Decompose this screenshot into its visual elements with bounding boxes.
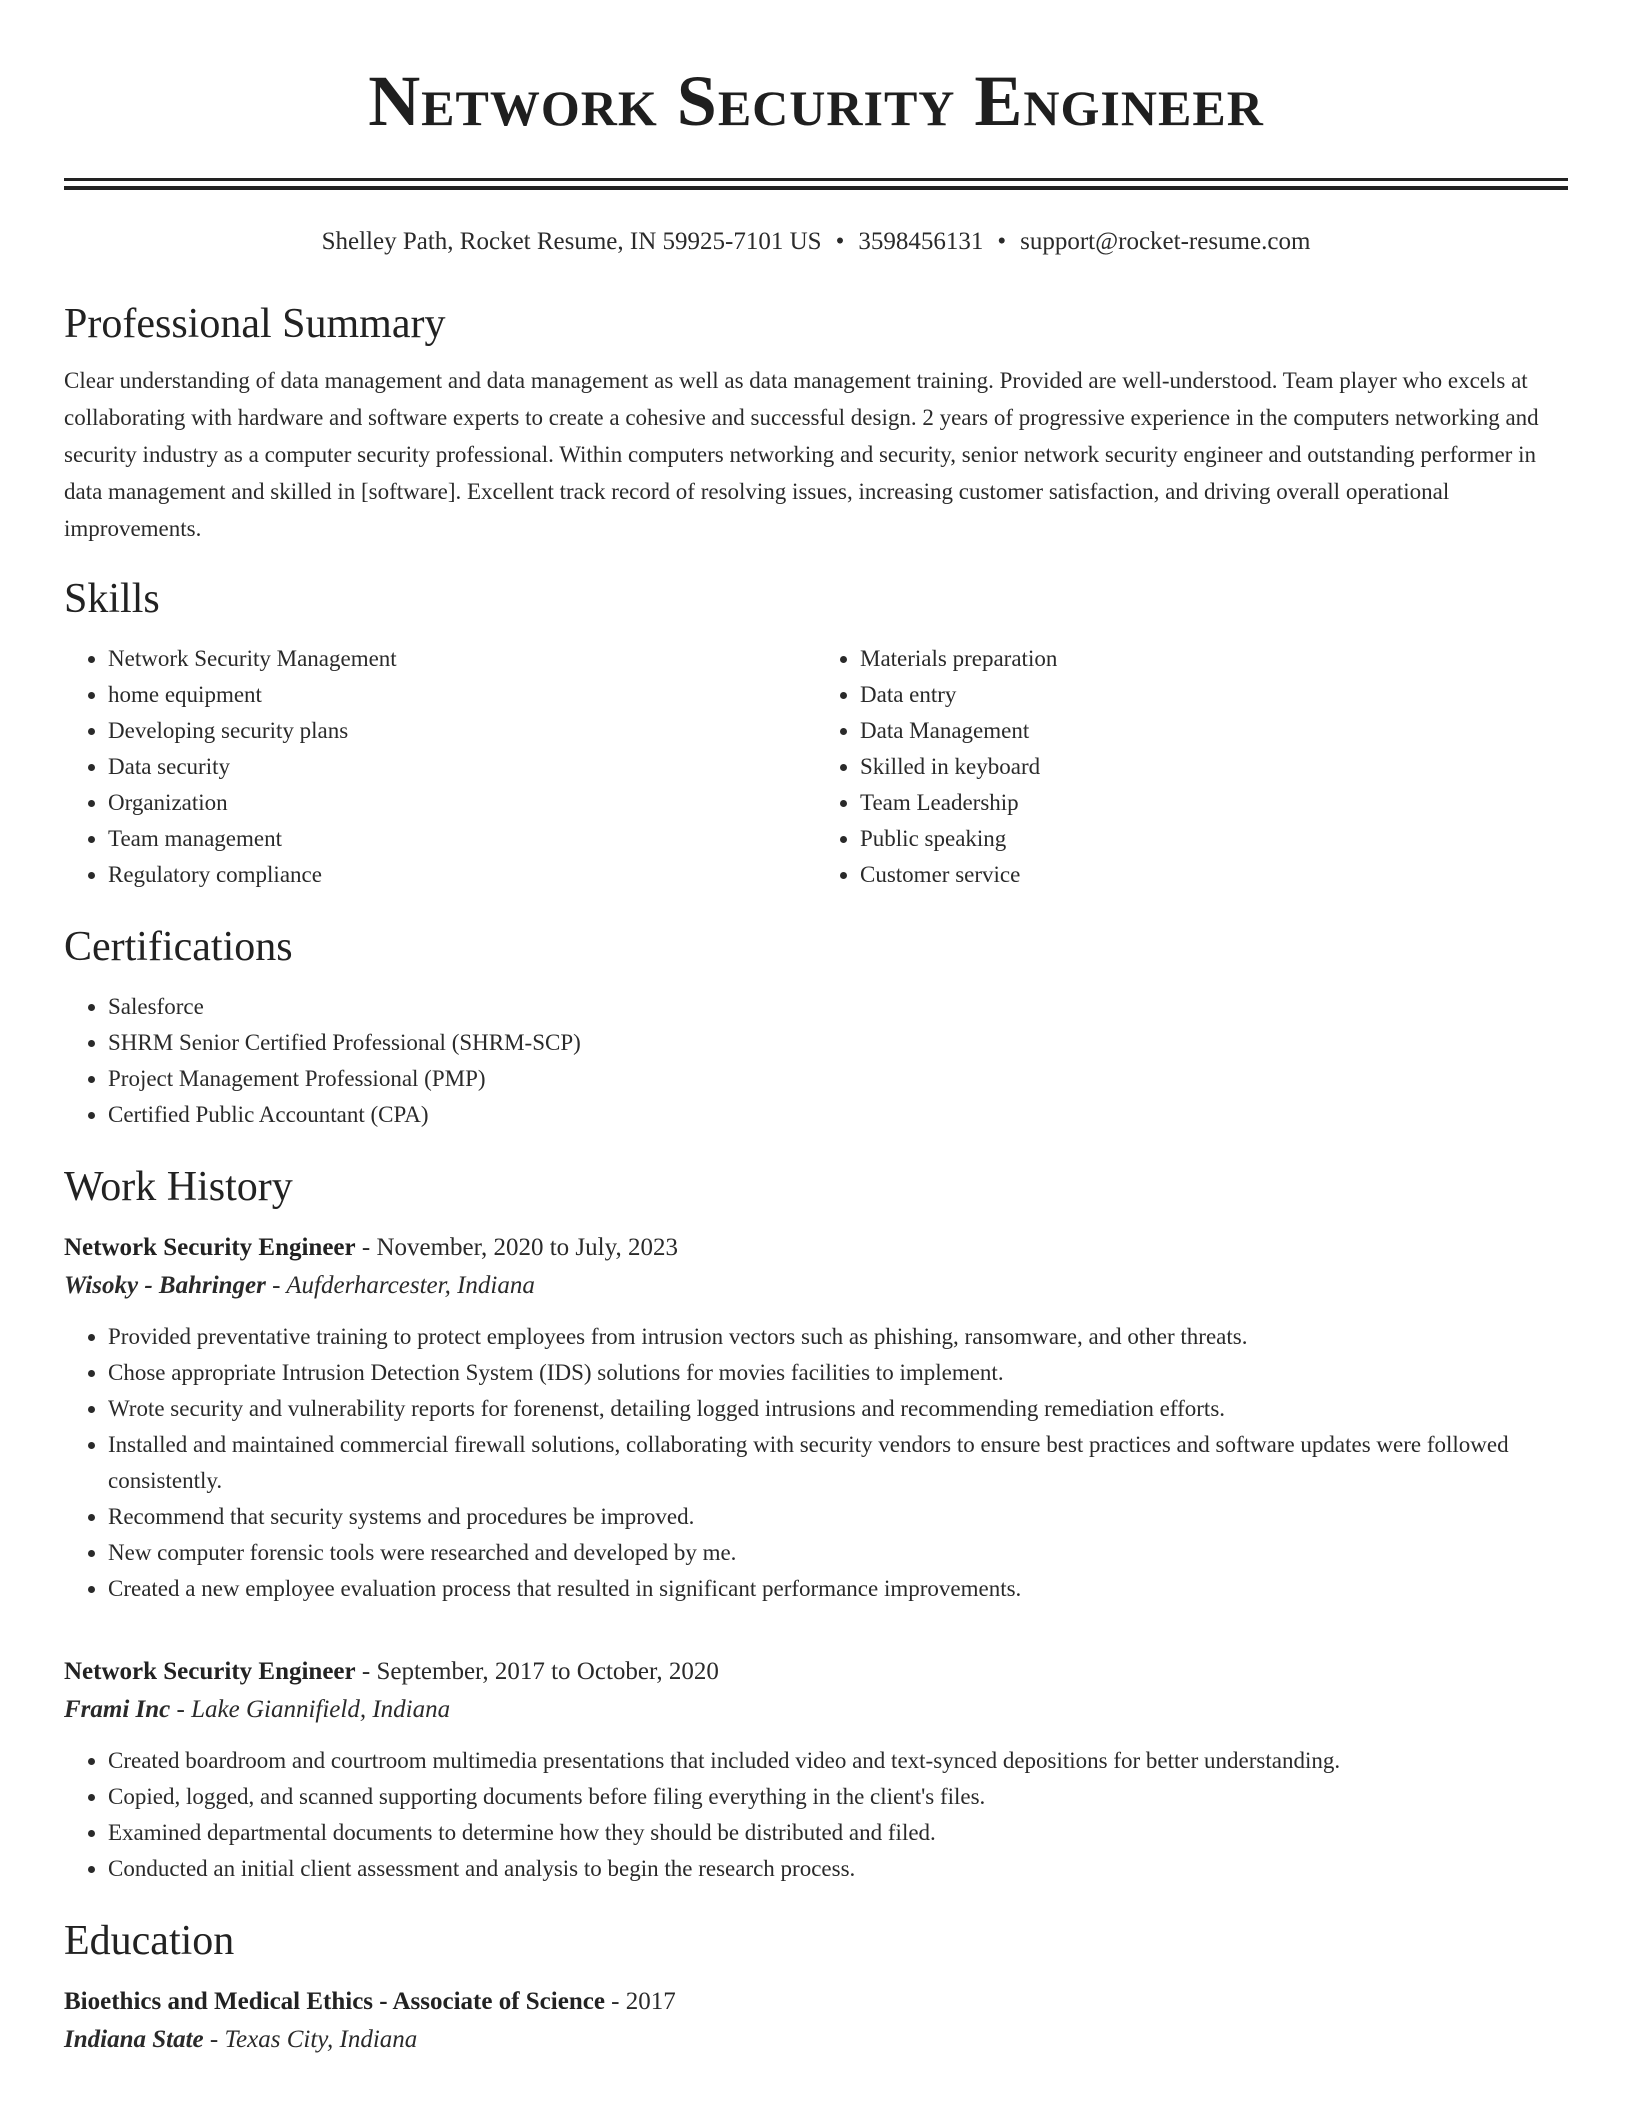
job-entry bbox=[64, 1229, 1568, 1607]
education-year: - 2017 bbox=[604, 1988, 676, 2015]
job-bullet: • Created a new employee evaluation process that resulted in significant performance improvements. bbox=[108, 1571, 1568, 1607]
education-degree: Bioethics and Medical Ethics - Associate of Science bbox=[64, 1988, 605, 2015]
job-bullet: • Installed and maintained commercial firewall solutions, collaborating with security vendors to ensure best practices and software updates were followed consistently. bbox=[108, 1427, 1568, 1499]
job-employer bbox=[64, 1691, 1568, 1729]
job-bullet: • Recommend that security systems and procedures be improved. bbox=[108, 1499, 1568, 1535]
skill-item: • Team management bbox=[108, 821, 816, 857]
skill-item: • Regulatory compliance bbox=[108, 857, 816, 893]
job-title: Network Security Engineer bbox=[64, 1658, 356, 1685]
job-company: Wisoky - Bahringer bbox=[64, 1272, 266, 1299]
skill-item: • Network Security Management bbox=[108, 641, 816, 677]
job-dates: - September, 2017 to October, 2020 bbox=[355, 1658, 719, 1685]
contact-address: Shelley Path, Rocket Resume, IN 59925-7101 US bbox=[321, 228, 822, 255]
contact-line bbox=[64, 224, 1568, 260]
skill-item: • Skilled in keyboard bbox=[860, 749, 1568, 785]
job-bullet: • Wrote security and vulnerability reports for forenenst, detailing logged intrusions and recommending remediation efforts. bbox=[108, 1391, 1568, 1427]
skill-item: • Materials preparation bbox=[860, 641, 1568, 677]
job-header bbox=[64, 1229, 1568, 1267]
job-title: Network Security Engineer bbox=[64, 1234, 356, 1261]
summary-text: Clear understanding of data management and data management as well as data management training. Provided are well-understood. Team player who excels at collaborating with hardware and software experts to create a cohesive and successful design. 2 years of progressive experience in the computers networking and security industry as a computer security professional. Within computers networking and security, senior network security engineer and outstanding performer in data management and skilled in [software]. Excellent track record of resolving issues, increasing customer satisfaction, and driving overall operational improvements. bbox=[64, 368, 1539, 541]
contact-separator: • bbox=[835, 228, 845, 255]
skills-heading: Skills bbox=[64, 576, 160, 622]
education-heading: Education bbox=[64, 1918, 235, 1964]
certifications-section bbox=[64, 919, 1568, 1133]
skill-item: • Customer service bbox=[860, 857, 1568, 893]
skill-item: • Organization bbox=[108, 785, 816, 821]
work-history-heading: Work History bbox=[64, 1164, 293, 1210]
contact-email: support@rocket-resume.com bbox=[1020, 228, 1311, 255]
job-bullet: • Copied, logged, and scanned supporting documents before filing everything in the client's files. bbox=[108, 1779, 1568, 1815]
job-bullet: • Conducted an initial client assessment and analysis to begin the research process. bbox=[108, 1851, 1568, 1887]
job-bullet: • Chose appropriate Intrusion Detection System (IDS) solutions for movies facilities to implement. bbox=[108, 1355, 1568, 1391]
job-bullet: • Examined departmental documents to determine how they should be distributed and filed. bbox=[108, 1815, 1568, 1851]
contact-separator: • bbox=[997, 228, 1007, 255]
job-bullet: • Provided preventative training to protect employees from intrusion vectors such as phishing, ransomware, and other threats. bbox=[108, 1319, 1568, 1355]
skills-columns bbox=[64, 641, 1568, 893]
skill-item: • home equipment bbox=[108, 677, 816, 713]
skill-item: • Data security bbox=[108, 749, 816, 785]
work-history-section bbox=[64, 1159, 1568, 1887]
skills-list-left bbox=[64, 641, 816, 893]
summary-heading: Professional Summary bbox=[64, 301, 446, 347]
job-company: Frami Inc bbox=[64, 1696, 171, 1723]
job-header bbox=[64, 1653, 1568, 1691]
job-employer bbox=[64, 1267, 1568, 1305]
resume-title: Network Security Engineer bbox=[368, 61, 1264, 141]
education-institution bbox=[64, 2021, 1568, 2059]
education-school: Indiana State bbox=[64, 2026, 204, 2053]
certification-item: • SHRM Senior Certified Professional (SHRM-SCP) bbox=[108, 1025, 1568, 1061]
skill-item: • Developing security plans bbox=[108, 713, 816, 749]
contact-phone: 3598456131 bbox=[858, 228, 984, 255]
education-location: - Texas City, Indiana bbox=[203, 2026, 418, 2053]
title-divider bbox=[64, 178, 1568, 190]
job-bullet: • Created boardroom and courtroom multimedia presentations that included video and text-synced depositions for better understanding. bbox=[108, 1743, 1568, 1779]
certification-item: • Certified Public Accountant (CPA) bbox=[108, 1097, 1568, 1133]
certification-item: • Project Management Professional (PMP) bbox=[108, 1061, 1568, 1097]
education-entry bbox=[64, 1983, 1568, 2059]
certifications-heading: Certifications bbox=[64, 924, 293, 970]
job-bullet: • New computer forensic tools were researched and developed by me. bbox=[108, 1535, 1568, 1571]
job-location: - Aufderharcester, Indiana bbox=[265, 1272, 535, 1299]
job-dates: - November, 2020 to July, 2023 bbox=[355, 1234, 678, 1261]
skill-item: • Team Leadership bbox=[860, 785, 1568, 821]
certifications-list bbox=[64, 989, 1568, 1133]
job-bullets bbox=[64, 1319, 1568, 1607]
job-location: - Lake Giannifield, Indiana bbox=[170, 1696, 451, 1723]
education-header bbox=[64, 1983, 1568, 2021]
summary-section bbox=[64, 296, 1568, 547]
skills-section bbox=[64, 571, 1568, 893]
skill-item: • Data Management bbox=[860, 713, 1568, 749]
skill-item: • Public speaking bbox=[860, 821, 1568, 857]
certification-item: • Salesforce bbox=[108, 989, 1568, 1025]
job-entry bbox=[64, 1653, 1568, 1887]
job-bullets bbox=[64, 1743, 1568, 1887]
skill-item: • Data entry bbox=[860, 677, 1568, 713]
skills-list-right bbox=[816, 641, 1568, 893]
education-section bbox=[64, 1913, 1568, 2059]
